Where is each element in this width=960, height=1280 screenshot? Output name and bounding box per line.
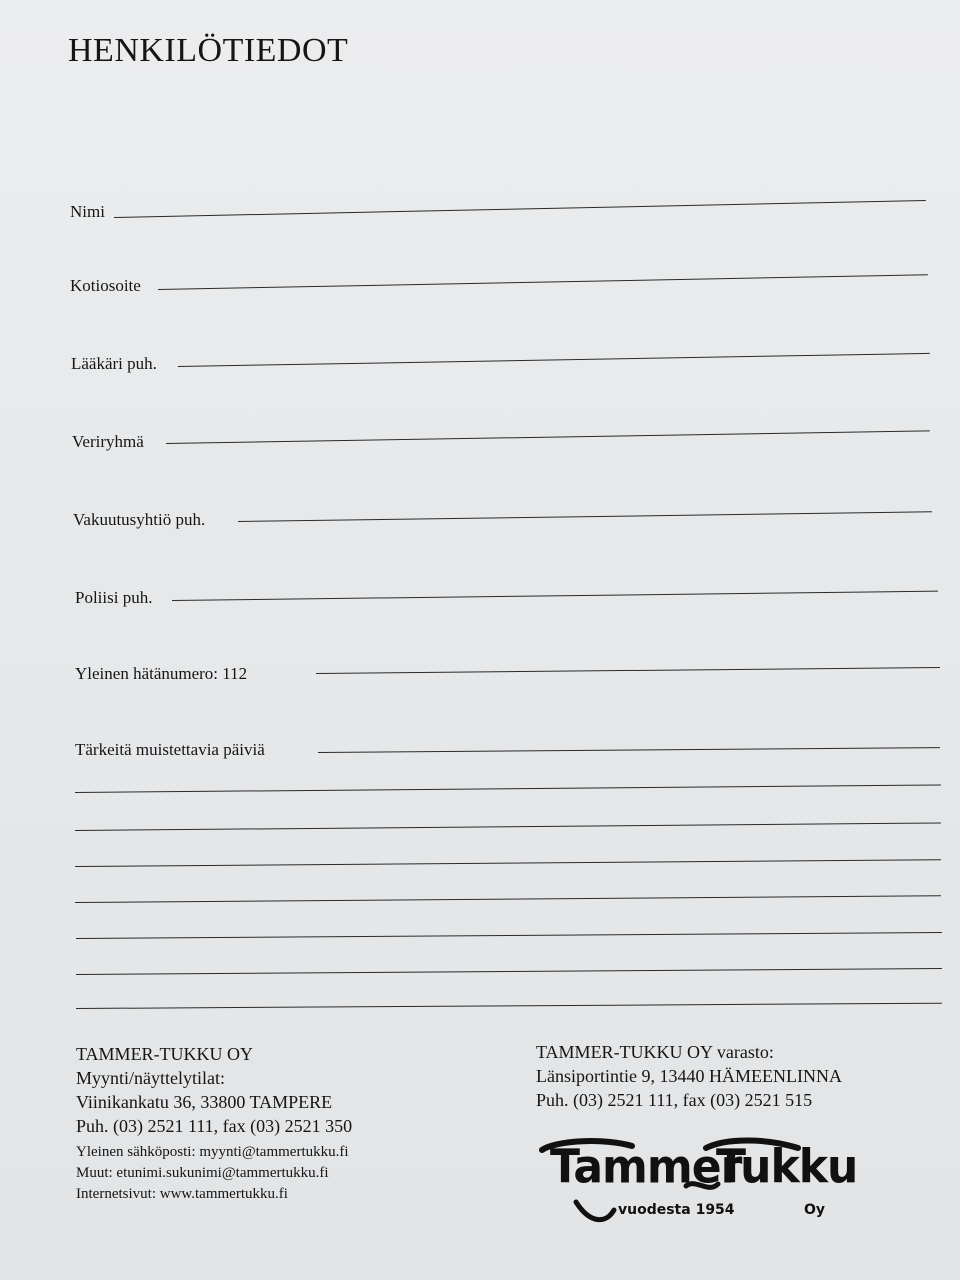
logo-word-1: Tammer [550, 1140, 742, 1195]
field-label-police-phone: Poliisi puh. [75, 588, 153, 607]
company-name: TAMMER-TUKKU OY [76, 1044, 254, 1064]
field-label-important-dates: Tärkeitä muistettavia päiviä [75, 740, 265, 759]
tammer-tukku-logo [536, 1136, 858, 1236]
company-email[interactable]: Yleinen sähköposti: myynti@tammertukku.fi [76, 1144, 349, 1160]
warehouse-address: Länsiportintie 9, 13440 HÄMEENLINNA [536, 1066, 842, 1086]
field-line-doctor-phone[interactable] [178, 353, 930, 367]
blank-line[interactable] [76, 932, 942, 939]
blank-line[interactable] [75, 822, 941, 831]
company-website[interactable]: Internetsivut: www.tammertukku.fi [76, 1186, 288, 1202]
warehouse-name: TAMMER-TUKKU OY varasto: [536, 1042, 774, 1062]
blank-line[interactable] [75, 784, 941, 793]
field-label-emergency-number: Yleinen hätänumero: 112 [75, 664, 248, 683]
field-label-insurance-phone: Vakuutusyhtiö puh. [73, 510, 206, 529]
field-line-police-phone[interactable] [172, 591, 938, 601]
field-line-emergency-number[interactable] [316, 667, 940, 674]
blank-line[interactable] [75, 859, 941, 867]
warehouse-info [536, 1040, 842, 1112]
field-line-important-dates[interactable] [318, 747, 940, 753]
blank-line[interactable] [75, 895, 941, 903]
company-address: Viinikankatu 36, 33800 TAMPERE [76, 1092, 333, 1112]
company-info [76, 1042, 352, 1205]
company-phone: Puh. (03) 2521 111, fax (03) 2521 350 [76, 1116, 353, 1136]
warehouse-phone: Puh. (03) 2521 111, fax (03) 2521 515 [536, 1090, 813, 1110]
field-line-blood-type[interactable] [166, 430, 930, 444]
company-other-email: Muut: etunimi.sukunimi@tammertukku.fi [76, 1165, 329, 1181]
blank-line[interactable] [76, 1003, 942, 1009]
logo-tagline: vuodesta 1954 [618, 1202, 735, 1218]
logo-word-2: Tukku [716, 1140, 858, 1195]
field-label-doctor-phone: Lääkäri puh. [71, 354, 157, 373]
field-label-name: Nimi [70, 202, 105, 221]
field-line-address[interactable] [158, 274, 928, 290]
logo-suffix: Oy [804, 1202, 826, 1218]
field-label-address: Kotiosoite [70, 276, 141, 295]
field-line-name[interactable] [114, 200, 926, 218]
blank-line[interactable] [76, 968, 942, 975]
field-line-insurance-phone[interactable] [238, 511, 932, 522]
company-sales-label: Myynti/näyttelytilat: [76, 1068, 225, 1088]
field-label-blood-type: Veriryhmä [72, 432, 144, 451]
page-title: HENKILÖTIEDOT [68, 32, 349, 69]
